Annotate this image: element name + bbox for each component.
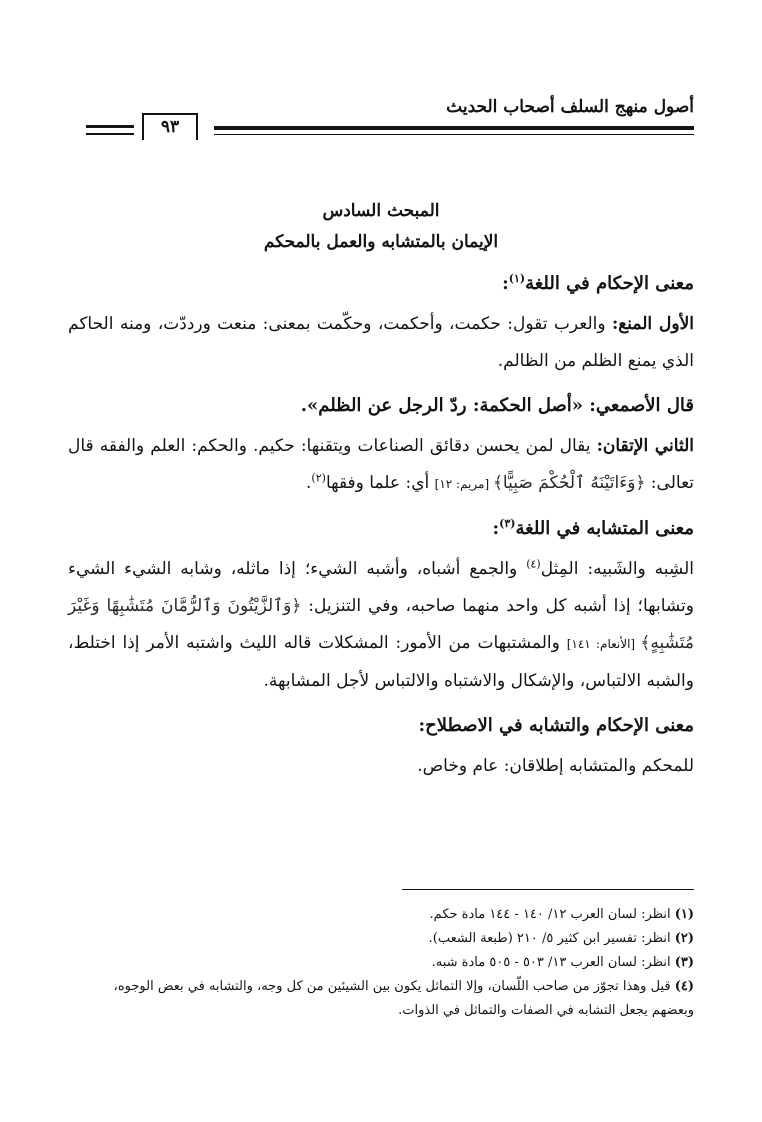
footnote-ref: (١) bbox=[508, 272, 526, 285]
footnote-3 bbox=[68, 951, 694, 975]
section-title: المبحث السادس bbox=[322, 201, 440, 221]
footnote-number: (١) bbox=[674, 907, 694, 922]
paragraph-text: والعرب تقول: حكمت، وأحكمت، وحكّمت بمعنى: منعت ورددّت، ومنه الحاكم الذي يمنع الظلم من الظالم. bbox=[68, 314, 694, 371]
running-title: أصول منهج السلف أصحاب الحديث bbox=[446, 97, 694, 117]
section-subtitle: الإيمان بالمتشابه والعمل بالمحكم bbox=[263, 232, 499, 252]
header-rule-thick bbox=[214, 126, 694, 130]
page-body bbox=[68, 196, 694, 785]
heading-text: معنى الإحكام في اللغة bbox=[525, 273, 694, 294]
heading-colon: : bbox=[492, 518, 500, 539]
heading-istilah: معنى الإحكام والتشابه في الاصطلاح: bbox=[418, 715, 694, 736]
footnote-4 bbox=[68, 975, 694, 1023]
footnotes bbox=[68, 903, 694, 1023]
footnote-number: (٤) bbox=[674, 979, 694, 994]
footnote-text: قيل وهذا تجوّز من صاحب اللّسان، وإلا التماثل يكون بين الشيئين من كل وجه، والتشابه في بعض الوجوه، وبعضهم يجعل التشابه في الصفات والتماثل في الذوات. bbox=[113, 979, 694, 1018]
paragraph-first-meaning bbox=[68, 306, 694, 380]
paragraph-lead: الأول المنع: bbox=[611, 314, 694, 334]
page-number: ٩٣ bbox=[160, 117, 180, 137]
footnote-text: انظر: تفسير ابن كثير ٥/ ٢١٠ (طبعة الشعب). bbox=[428, 931, 675, 946]
paragraph-text: أي: علما وفقها bbox=[325, 473, 435, 493]
footnote-text: انظر: لسان العرب ١٢/ ١٤٠ - ١٤٤ مادة حكم. bbox=[429, 907, 675, 922]
paragraph-itlaqan: للمحكم والمتشابه إطلاقان: عام وخاص. bbox=[417, 756, 694, 776]
paragraph-shibh bbox=[68, 551, 694, 700]
quran-verse: ﴿وَءَاتَيْنَهُ ٱلْحُكْمَ صَبِيًّا﴾ bbox=[492, 473, 646, 493]
verse-citation: [مريم: ١٢] bbox=[434, 477, 493, 491]
paragraph-second-meaning bbox=[68, 428, 694, 503]
paragraph-text: الشِبه والشَبيه: المِثل bbox=[540, 559, 694, 579]
paragraph-asmai: قال الأصمعي: «أصل الحكمة: ردّ الرجل عن الظلم». bbox=[300, 395, 694, 416]
footnote-number: (٣) bbox=[674, 955, 694, 970]
header-left-bar-bottom bbox=[86, 133, 134, 135]
paragraph-text: يقال لمن يحسن دقائق الصناعات ويتقنها: حكيم. والحكم: العلم والفقه قال تعالى: bbox=[68, 436, 694, 493]
paragraph-text: والمشتبهات من الأمور: المشكلات قاله الليث واشتبه الأمر إذا اختلط، والشبه الالتباس، والإشكال والاشتباه والالتباس لأجل المشابهة. bbox=[68, 633, 694, 691]
heading-colon: : bbox=[502, 273, 509, 294]
header-rule-thin bbox=[214, 134, 694, 135]
footnote-text: انظر: لسان العرب ١٣/ ٥٠٣ - ٥٠٥ مادة شبه. bbox=[431, 955, 675, 970]
verse-citation: [الأنعام: ١٤١] bbox=[566, 637, 641, 651]
heading-mutashabih-lugha bbox=[68, 509, 694, 549]
paragraph-text: والجمع أشباه، وأشبه الشيء؛ إذا ماثله، وشابه الشيء الشيء وتشابها؛ إذا أشبه كل واحد منهما صاحبه، وفي التنزيل: bbox=[68, 559, 694, 616]
footnote-ref: (٤) bbox=[526, 557, 541, 571]
paragraph-lead: الثاني الإتقان: bbox=[596, 436, 694, 456]
footnote-ref: (٣) bbox=[499, 517, 516, 530]
footnote-2 bbox=[68, 927, 694, 951]
quran-verse: ﴿وَٱلزَّيْتُونَ وَٱلرُّمَّانَ مُتَشَٰبِهًا وَغَيْرَ مُتَشَٰبِهٍ﴾ bbox=[68, 596, 694, 653]
heading-text: معنى المتشابه في اللغة bbox=[515, 518, 694, 539]
paragraph-end: . bbox=[306, 473, 312, 493]
footnote-number: (٢) bbox=[674, 931, 694, 946]
footnote-rule bbox=[402, 889, 694, 890]
footnote-ref: (٢) bbox=[311, 471, 326, 485]
header-left-bar-top bbox=[86, 125, 134, 128]
heading-ihkam-lugha bbox=[68, 264, 694, 304]
footnote-1 bbox=[68, 903, 694, 927]
page-number-box bbox=[142, 113, 198, 140]
